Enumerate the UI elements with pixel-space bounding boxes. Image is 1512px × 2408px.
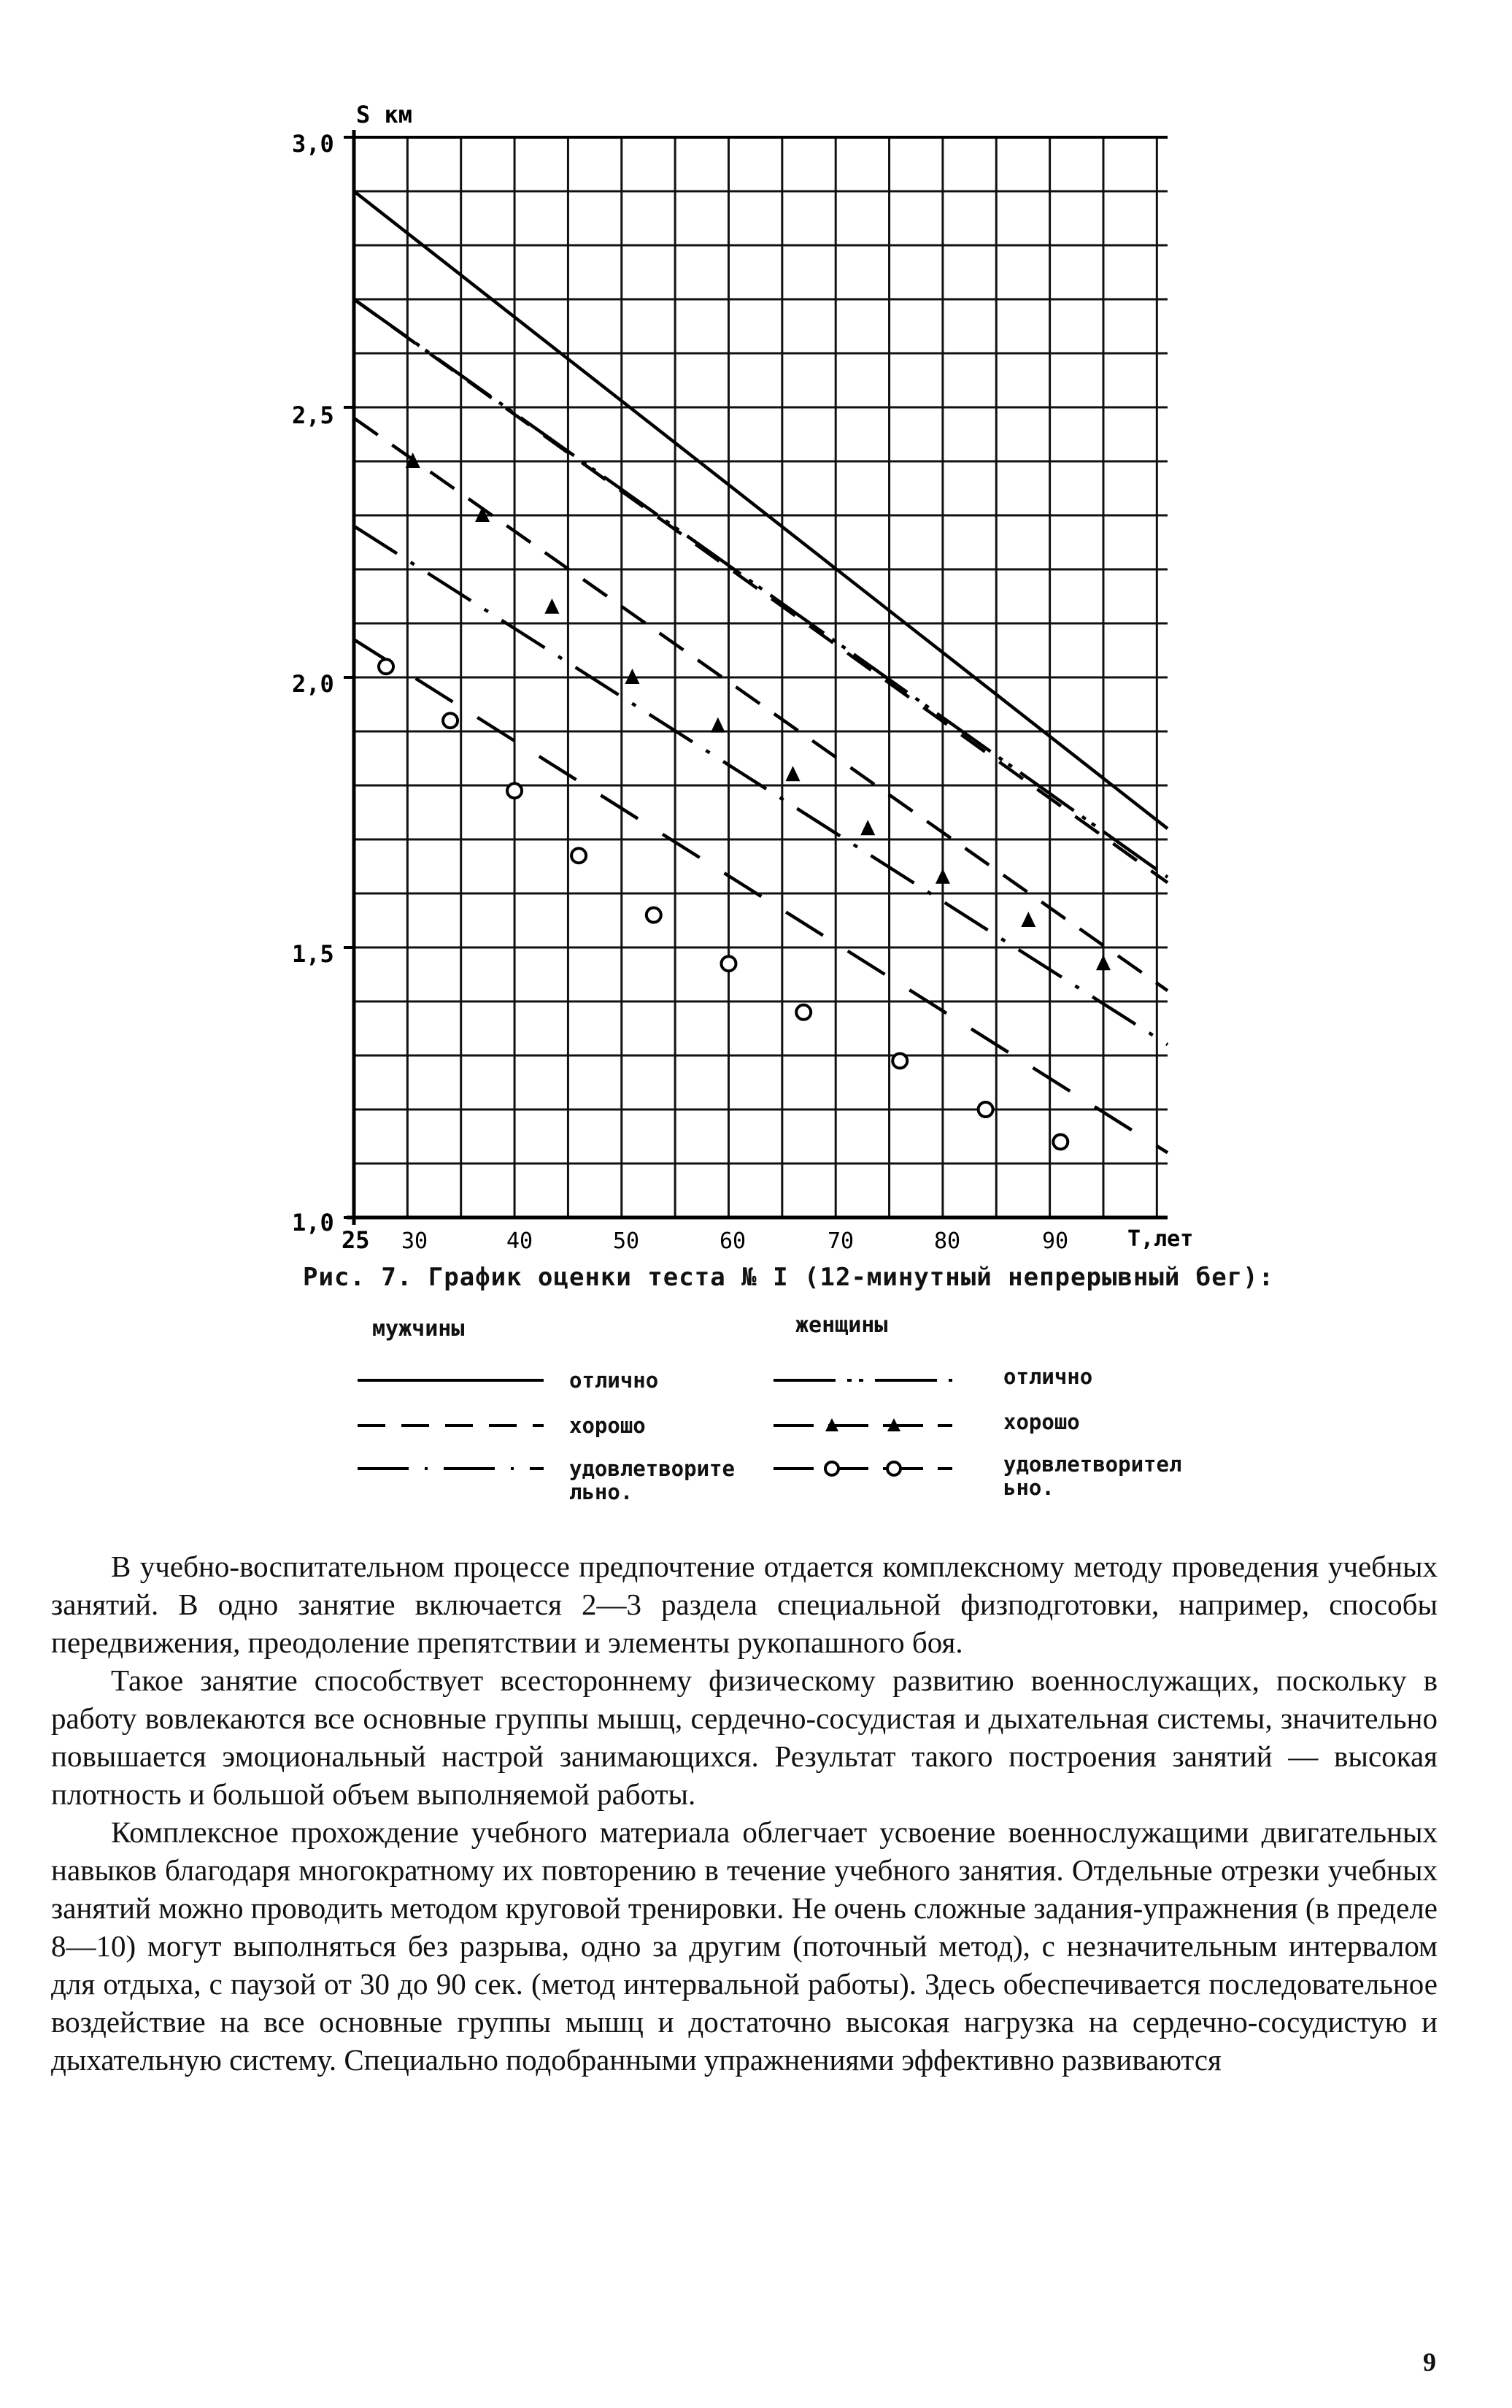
x-tick-label: 60 <box>720 1228 747 1254</box>
series-line-5 <box>354 639 1168 1153</box>
legend-title-women: женщины <box>795 1312 888 1338</box>
circle-marker <box>796 1005 811 1020</box>
legend-label-men-good: хорошо <box>569 1413 646 1438</box>
legend-label-men-satisfactory: удовлетворительно. <box>569 1456 735 1504</box>
y-tick-label: 3,0 <box>292 130 334 158</box>
y-tick-labels <box>292 130 334 1236</box>
circle-marker <box>443 713 458 728</box>
x-tick-label: 90 <box>1042 1228 1069 1254</box>
x-tick-label: 70 <box>828 1228 855 1254</box>
y-tick-label: 2,0 <box>292 670 334 698</box>
triangle-marker <box>1096 955 1111 970</box>
chart-markers <box>379 453 1111 1149</box>
circle-marker <box>379 659 393 674</box>
figure-caption: Рис. 7. График оценки теста № I (12-минутный непрерывный бег): <box>303 1263 1275 1292</box>
triangle-marker <box>936 869 950 884</box>
triangle-marker <box>860 820 875 835</box>
x-tick-labels <box>342 1226 1068 1254</box>
x-axis-label: Т,лет <box>1127 1226 1194 1252</box>
y-tick-label: 1,0 <box>292 1209 334 1236</box>
triangle-marker <box>786 766 801 781</box>
chart-grid <box>354 137 1168 1218</box>
triangle-marker <box>544 599 559 614</box>
paragraph: В учебно-воспитательном процессе предпочтение отдается комплексному методу проведения учебных занятий. В одно занятие включается 2—3 раздела специальной физподготовки, например, способы передвижения, преодоление препятствии и элементы рукопашного боя. <box>51 1550 1438 1659</box>
series-line-3 <box>354 299 1168 877</box>
chart-series <box>354 191 1168 1153</box>
x-tick-label: 25 <box>342 1226 370 1254</box>
legend-label-men-excellent: отлично <box>569 1368 659 1393</box>
legend-label-women-excellent: отлично <box>1003 1364 1093 1389</box>
x-tick-label: 30 <box>401 1228 428 1254</box>
series-line-0 <box>354 191 1168 828</box>
paragraph: Комплексное прохождение учебного материала облегчает усвоение военнослужащими двигательных навыков благодаря многократному их повторению в течение учебного занятия. Отдельные отрезки учебных занятий можно проводить методом круговой тренировки. Не очень сложные задания-упражнения (в пределе 8—10) могут выполняться без разрыва, одно за другим (поточный метод), с незначительным интервалом для отдыха, с паузой от 30 до 90 сек. (метод интервальной работы). Здесь обеспечивается последовательное воздействие на все основные группы мышц и достаточно высокая нагрузка на сердечно-сосудистую и дыхательную систему. Специально подобранными упражнениями эффективно развиваются <box>51 1815 1438 2077</box>
triangle-marker <box>1021 912 1035 927</box>
circle-marker <box>647 908 661 923</box>
page-number: 9 <box>1423 2347 1436 2377</box>
y-tick-label: 2,5 <box>292 401 334 429</box>
circle-marker <box>979 1102 993 1117</box>
circle-marker <box>1053 1134 1068 1149</box>
circle-marker <box>571 848 586 863</box>
series-line-4 <box>354 418 1168 990</box>
circle-marker <box>892 1053 907 1068</box>
x-tick-label: 50 <box>613 1228 640 1254</box>
legend-circle-marker <box>825 1462 838 1475</box>
paragraph: Такое занятие способствует всестороннему физическому развитию военнослужащих, поскольку в работу вовлекаются все основные группы мышц, сердечно-сосудистая и дыхательная системы, значительно повышается эмоциональный настрой занимающихся. Результат такого построения занятий — высокая плотность и большой объем выполняемой работы. <box>51 1663 1438 1811</box>
circle-marker <box>507 783 522 798</box>
circle-marker <box>721 956 736 971</box>
triangle-marker <box>711 718 725 733</box>
body-text <box>51 1547 1438 2079</box>
x-tick-label: 40 <box>506 1228 533 1254</box>
legend-label-women-satisfactory: удовлетворительно. <box>1003 1452 1182 1500</box>
x-tick-label: 80 <box>934 1228 961 1254</box>
y-axis-label: S км <box>356 101 413 128</box>
legend-label-women-good: хорошо <box>1003 1409 1080 1434</box>
legend-circle-marker <box>887 1462 900 1475</box>
y-tick-label: 1,5 <box>292 940 334 968</box>
legend-title-men: мужчины <box>372 1316 465 1342</box>
